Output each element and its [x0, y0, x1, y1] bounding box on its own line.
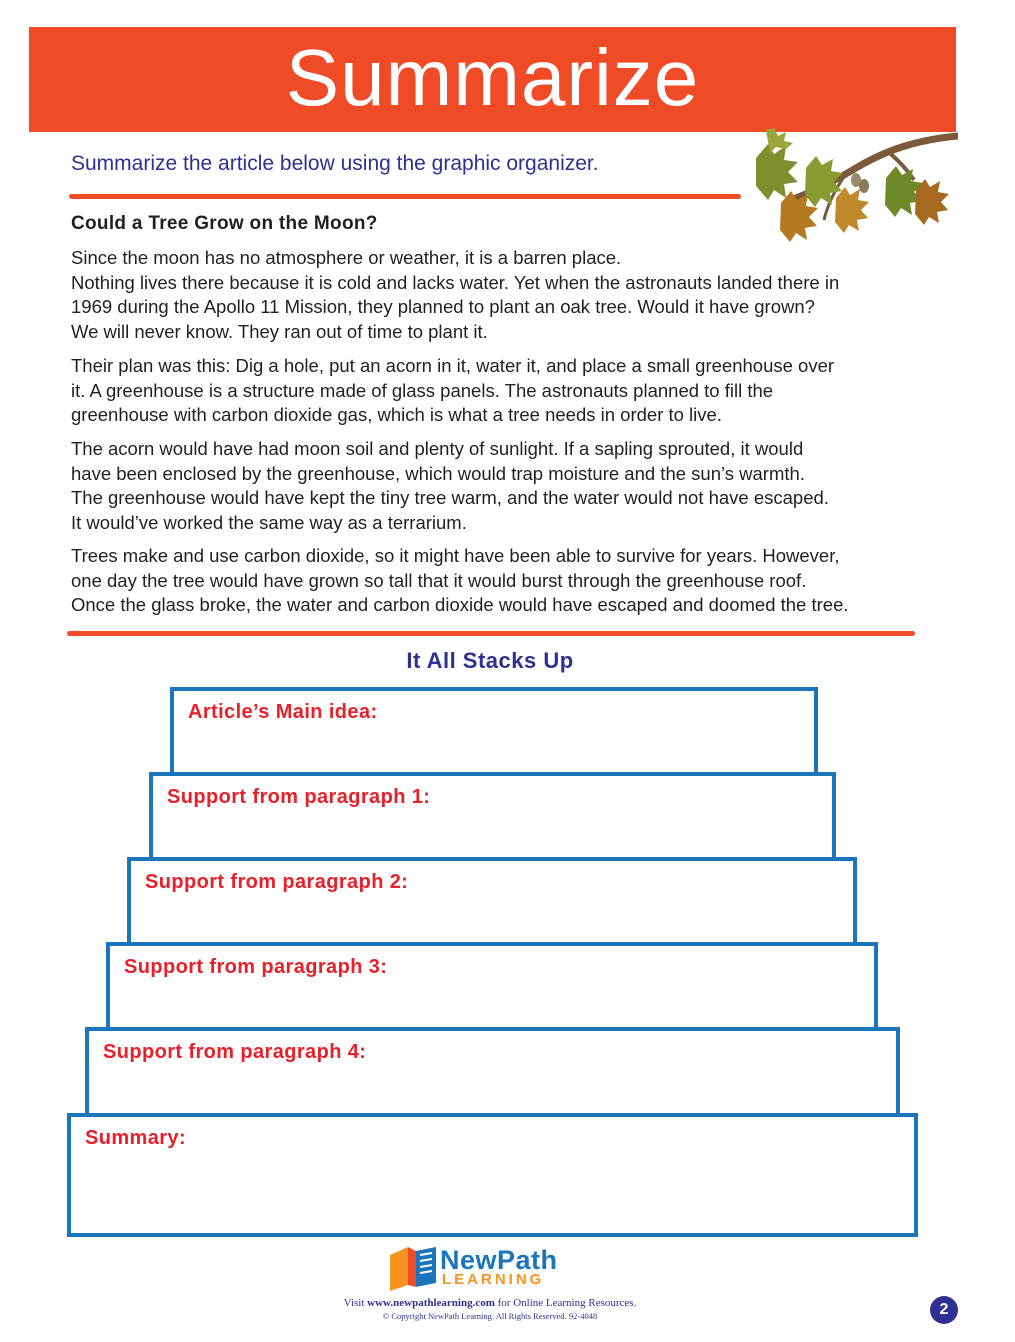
website-link[interactable]: www.newpathlearning.com [367, 1297, 495, 1309]
logo-text-bottom: LEARNING [442, 1271, 545, 1288]
paragraph-1-support-label: Support from paragraph 1: [167, 786, 431, 808]
text-line: greenhouse with carbon dioxide gas, which is what a tree needs in order to live. [71, 404, 722, 425]
article-title: Could a Tree Grow on the Moon? [71, 213, 378, 234]
text-line: It would’ve worked the same way as a terrarium. [71, 511, 467, 533]
title-banner [29, 27, 956, 132]
logo-text-top: NewPath [440, 1245, 558, 1275]
text-line: one day the tree would have grown so tall that it would burst through the greenhouse roof. [71, 569, 807, 591]
newpath-learning-logo [388, 1245, 598, 1293]
footer-visit-line [0, 1297, 980, 1309]
visit-prefix: Visit [343, 1297, 368, 1309]
paragraph-4-support-box[interactable] [85, 1027, 900, 1117]
text-line: 1969 during the Apollo 11 Mission, they planned to plant an oak tree. Would it have grown? [71, 296, 815, 317]
paragraph-3-support-label: Support from paragraph 3: [124, 956, 388, 978]
copyright-text: © Copyright NewPath Learning. All Rights Reserved. 92-4048 [382, 1311, 598, 1321]
article-paragraph-3 [71, 437, 931, 535]
summary-label: Summary: [85, 1127, 187, 1149]
summary-box[interactable] [67, 1113, 918, 1237]
text-line: Since the moon has no atmosphere or weather, it is a barren place. [71, 247, 622, 268]
paragraph-1-support-box[interactable] [149, 772, 836, 861]
text-line: Trees make and use carbon dioxide, so it might have been able to survive for years. However, [71, 545, 840, 566]
text-line: Their plan was this: Dig a hole, put an acorn in it, water it, and place a small greenhouse over [71, 355, 835, 376]
organizer-title: It All Stacks Up [406, 648, 574, 673]
main-idea-box[interactable] [170, 687, 818, 776]
text-line: The greenhouse would have kept the tiny tree warm, and the water would not have escaped. [71, 487, 829, 508]
article-paragraph-1 [71, 246, 931, 344]
paragraph-2-support-label: Support from paragraph 2: [145, 871, 409, 893]
paragraph-3-support-box[interactable] [106, 942, 878, 1031]
text-line: The acorn would have had moon soil and plenty of sunlight. If a sapling sprouted, it would [71, 438, 804, 459]
bottom-divider [67, 631, 915, 636]
oak-branch-illustration [736, 128, 958, 248]
visit-suffix: for Online Learning Resources. [494, 1297, 637, 1309]
top-divider [69, 194, 741, 199]
text-line: have been enclosed by the greenhouse, which would trap moisture and the sun’s warmth. [71, 462, 805, 484]
page-number-badge: 2 [930, 1296, 958, 1324]
text-line: Nothing lives there because it is cold and lacks water. Yet when the astronauts landed there in [71, 271, 840, 293]
page-title: Summarize [285, 33, 700, 122]
article-paragraph-4 [71, 544, 931, 618]
article-paragraph-2 [71, 354, 931, 428]
text-line: it. A greenhouse is a structure made of glass panels. The astronauts planned to fill the [71, 379, 774, 401]
instruction-text: Summarize the article below using the graphic organizer. [71, 152, 599, 175]
main-idea-label: Article’s Main idea: [188, 701, 378, 723]
books-icon [388, 1245, 440, 1291]
paragraph-4-support-label: Support from paragraph 4: [103, 1041, 367, 1063]
paragraph-2-support-box[interactable] [127, 857, 857, 946]
text-line: Once the glass broke, the water and carbon dioxide would have escaped and doomed the tree. [71, 594, 849, 615]
text-line: We will never know. They ran out of time to plant it. [71, 320, 488, 342]
